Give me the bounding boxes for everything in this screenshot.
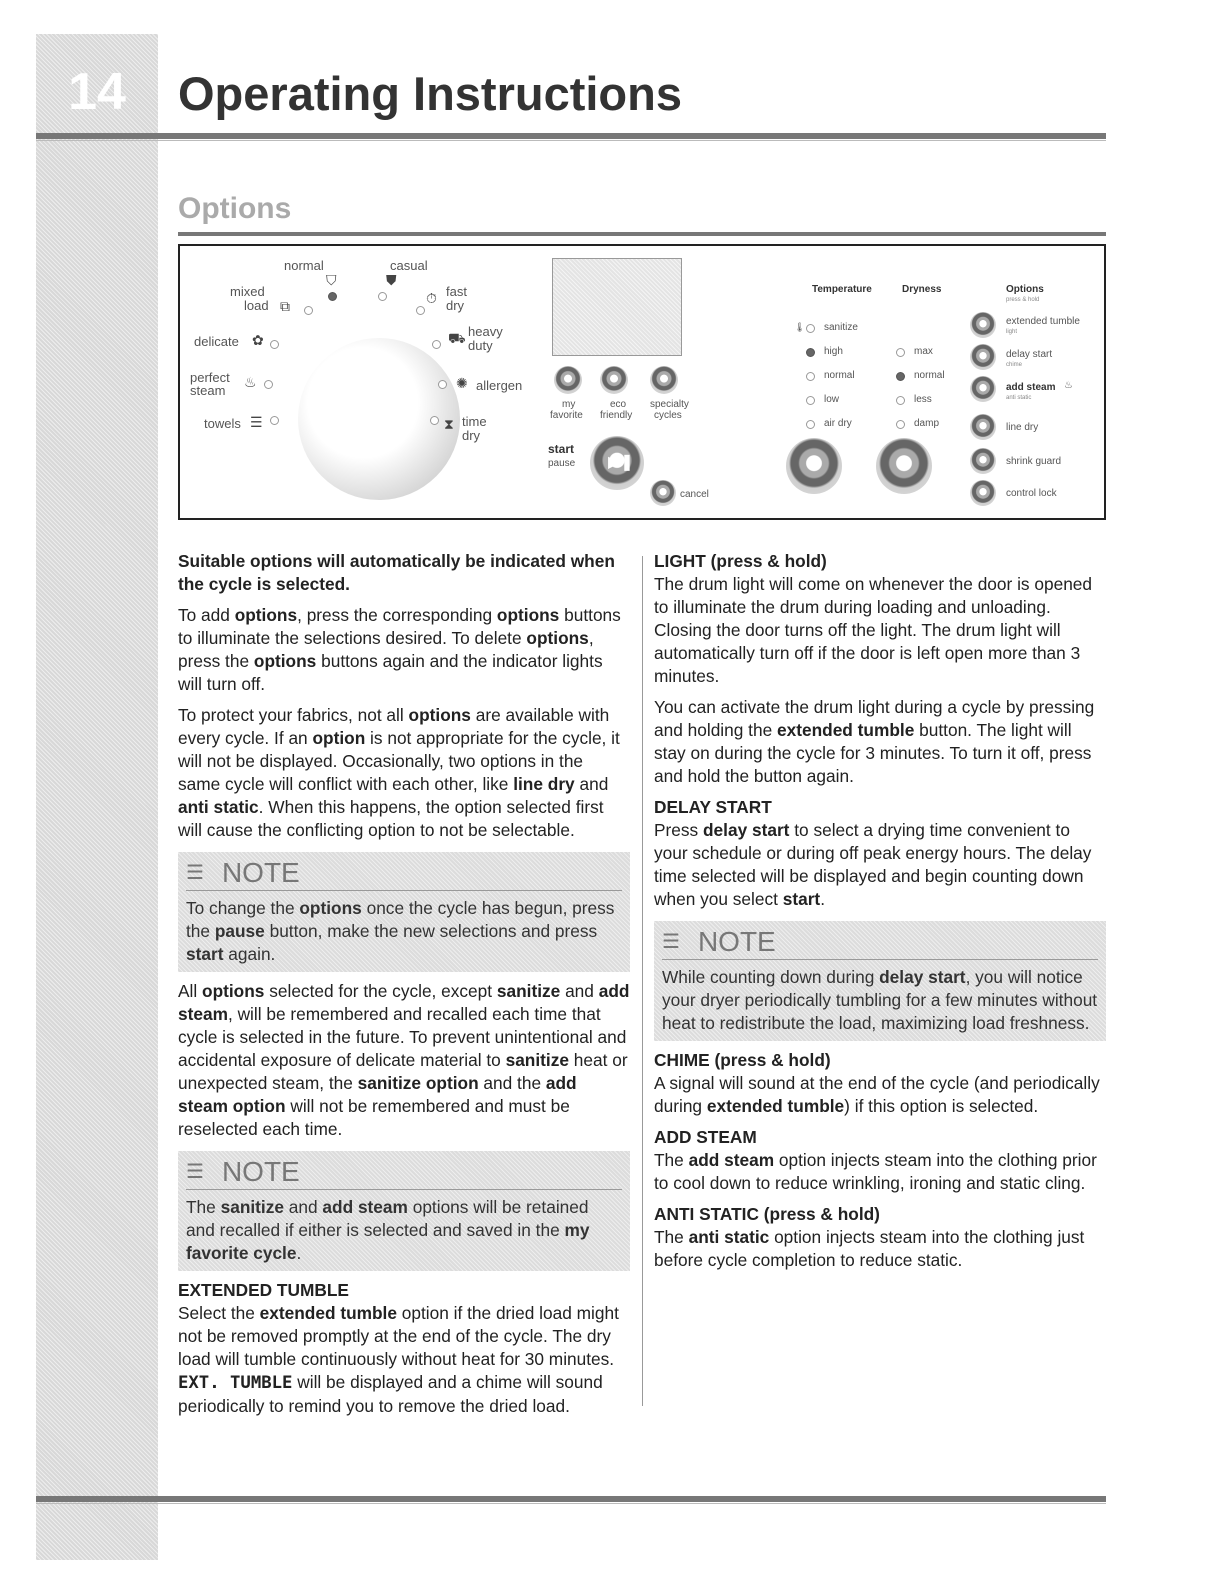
opt-light-sub: light bbox=[1006, 329, 1018, 335]
opt-delay-start: delay start bbox=[1006, 349, 1053, 360]
casual-indicator bbox=[378, 292, 387, 301]
bold-term: delay start bbox=[879, 967, 966, 987]
header-rule-thin bbox=[36, 140, 1106, 141]
section-heading: CHIME (press & hold) bbox=[654, 1050, 831, 1070]
paragraph: Press delay start to select a drying time convenient to your schedule or during off peak energy hours. The delay time selected will be displayed and begin counting down when you select start. bbox=[654, 820, 1092, 909]
cycle-time-dry: dry bbox=[462, 428, 481, 443]
bold-term: sanitize bbox=[220, 1197, 284, 1217]
footer-rule-thin bbox=[36, 1503, 1106, 1504]
opt-shrink-guard: shrink guard bbox=[1006, 456, 1062, 467]
opt-extended-tumble: extended tumble bbox=[1006, 316, 1080, 327]
bold-term: options bbox=[526, 628, 589, 648]
dry-damp: damp bbox=[914, 418, 940, 429]
column-divider bbox=[642, 556, 643, 1406]
dry-max-indicator bbox=[896, 348, 905, 357]
cycle-mixed: mixed bbox=[230, 284, 265, 299]
bold-term: EXT. TUMBLE bbox=[178, 1373, 293, 1393]
paragraph: The drum light will come on whenever the door is opened to illuminate the drum during loading and unloading. Closing the door turns off the light. The drum light will automatically turn off if the door is left open more than 3 minutes. bbox=[654, 574, 1093, 686]
note-icon: ☰ bbox=[186, 1161, 204, 1183]
note-header bbox=[186, 856, 622, 891]
bold-term: add steam bbox=[688, 1150, 775, 1170]
start-label: start bbox=[548, 442, 575, 456]
page-number: 14 bbox=[68, 63, 126, 121]
steam-icon: ♨ bbox=[1064, 380, 1073, 391]
cycle-steam: steam bbox=[190, 383, 226, 398]
paragraph: Select the extended tumble option if the dried load might not be removed promptly at the end of the cycle. The dry load will tumble continuously without heat for 30 minutes. EXT. TUMBLE will be displayed and a chime will sound periodically to remind you to remove the dried load. bbox=[178, 1303, 619, 1416]
dryness-heading: Dryness bbox=[902, 284, 942, 295]
heavy-duty-indicator bbox=[432, 340, 441, 349]
bold-term: options bbox=[299, 898, 362, 918]
bold-term: options bbox=[253, 651, 317, 671]
bold-term: add steam option bbox=[178, 1073, 577, 1116]
cycle-towels: towels bbox=[204, 416, 241, 431]
note-box bbox=[178, 1151, 630, 1271]
note-icon: ☰ bbox=[662, 931, 680, 953]
eco-friendly-button[interactable] bbox=[600, 366, 628, 394]
cycle-allergen: allergen bbox=[476, 378, 523, 393]
bold-term: anti static bbox=[178, 797, 259, 817]
cycle-heavy-duty: duty bbox=[468, 338, 493, 353]
hourglass-icon: ⧗ bbox=[444, 416, 454, 432]
cycle-load: load bbox=[244, 298, 269, 313]
bold-term: extended tumble bbox=[706, 1096, 845, 1116]
section-heading: EXTENDED TUMBLE bbox=[178, 1280, 349, 1300]
note-title: NOTE bbox=[697, 926, 776, 957]
cancel-label: cancel bbox=[680, 489, 709, 500]
page-sidebar-band bbox=[36, 34, 158, 1560]
pause-label: pause bbox=[548, 458, 576, 469]
paragraph: The add steam option injects steam into the clothing prior to cool down to reduce wrinkling, ironing and static cling. bbox=[654, 1150, 1097, 1193]
time-dry-indicator bbox=[430, 416, 439, 425]
bold-term: sanitize bbox=[496, 981, 561, 1001]
paragraph: To protect your fabrics, not all options are available with every cycle. If an option is not appropriate for the cycle, it will not be displayed. Occasionally, two options in the same cycle will conflict with each other, like line dry and anti static. When this happens, the option selected first will cause the conflicting option to not be selectable. bbox=[178, 705, 620, 840]
towels-icon: ☰ bbox=[250, 414, 263, 430]
dry-less-indicator bbox=[896, 396, 905, 405]
temp-low: low bbox=[824, 394, 840, 405]
bold-term: option bbox=[312, 728, 366, 748]
paragraph: You can activate the drum light during a cycle by pressing and holding the extended tumble button. The light will stay on during the cycle for 3 minutes. To turn it off, press and hold the button again. bbox=[654, 697, 1095, 786]
sanitize-icon: 🌡 bbox=[794, 322, 806, 332]
bold-term: delay start bbox=[702, 820, 790, 840]
eco-label: eco bbox=[610, 399, 627, 410]
cycle-casual: casual bbox=[390, 258, 428, 273]
lcd-display bbox=[552, 258, 682, 356]
my-label: my bbox=[562, 399, 576, 410]
add-steam-button[interactable] bbox=[970, 376, 996, 402]
fast-dry-indicator bbox=[416, 306, 425, 315]
bold-term: options bbox=[234, 605, 298, 625]
perfect-steam-icon: ♨ bbox=[244, 374, 257, 390]
section-heading: ANTI STATIC (press & hold) bbox=[654, 1204, 880, 1224]
left-column bbox=[178, 550, 630, 1426]
temp-air-dry-indicator bbox=[806, 420, 815, 429]
cancel-button[interactable] bbox=[650, 480, 676, 506]
dry-less: less bbox=[914, 394, 932, 405]
delicate-indicator bbox=[270, 340, 279, 349]
opt-control-lock: control lock bbox=[1006, 488, 1057, 499]
play-pause-icon: ▶❚ bbox=[608, 454, 634, 471]
cycle-fast: fast bbox=[446, 284, 467, 299]
bold-term: options bbox=[202, 981, 265, 1001]
temperature-heading: Temperature bbox=[812, 284, 872, 295]
allergen-indicator bbox=[438, 380, 447, 389]
perfect-steam-indicator bbox=[264, 380, 273, 389]
towels-indicator bbox=[270, 416, 279, 425]
specialty-label: specialty bbox=[650, 399, 689, 410]
note-text: While counting down during delay start, you will notice your dryer periodically tumbling for a few minutes without heat to redistribute the load, maximizing load freshness. bbox=[662, 967, 1098, 1033]
temperature-button[interactable] bbox=[786, 438, 842, 494]
control-lock-button[interactable] bbox=[970, 480, 996, 506]
temp-high-indicator bbox=[806, 348, 815, 357]
delay-start-button[interactable] bbox=[970, 344, 996, 370]
dry-max: max bbox=[914, 346, 933, 357]
bold-term: add steam bbox=[322, 1197, 408, 1217]
note-text: To change the options once the cycle has begun, press the pause button, make the new selections and press start again. bbox=[186, 898, 615, 964]
bold-term: sanitize bbox=[505, 1050, 569, 1070]
cycle-heavy: heavy bbox=[468, 324, 503, 339]
opt-add-steam: add steam bbox=[1006, 382, 1056, 393]
opt-line-dry: line dry bbox=[1006, 422, 1039, 433]
bold-term: extended tumble bbox=[259, 1303, 397, 1323]
lead-heading: Suitable options will automatically be indicated when the cycle is selected. bbox=[178, 551, 615, 594]
note-icon: ☰ bbox=[186, 862, 204, 884]
note-header bbox=[186, 1155, 622, 1190]
casual-shirt-icon: ⛊ bbox=[386, 272, 397, 288]
bold-term: add steam bbox=[178, 981, 630, 1024]
bold-term: options bbox=[408, 705, 471, 725]
note-text: The sanitize and add steam options will be retained and recalled if either is selected and saved in the my favorite cycle. bbox=[186, 1197, 590, 1263]
mixed-load-indicator bbox=[304, 306, 313, 315]
temp-normal-indicator bbox=[806, 372, 815, 381]
note-header bbox=[662, 925, 1098, 960]
cycle-perfect: perfect bbox=[190, 370, 230, 385]
section-heading: ADD STEAM bbox=[654, 1127, 757, 1147]
temp-sanitize-indicator bbox=[806, 324, 815, 333]
temp-high: high bbox=[824, 346, 843, 357]
specialty-cycles-button[interactable] bbox=[650, 366, 678, 394]
favorite-label: favorite bbox=[550, 410, 583, 421]
right-column bbox=[654, 550, 1106, 1280]
cycle-normal: normal bbox=[284, 258, 324, 273]
extended-tumble-button[interactable] bbox=[970, 312, 996, 338]
dry-damp-indicator bbox=[896, 420, 905, 429]
heavy-duty-icon: ⛟ bbox=[448, 330, 466, 346]
paragraph: To add options, press the corresponding options buttons to illuminate the selections desired. To delete options, press the options buttons again and the indicator lights will turn off. bbox=[178, 605, 621, 694]
delicate-icon: ✿ bbox=[252, 332, 264, 348]
my-favorite-button[interactable] bbox=[554, 366, 582, 394]
options-heading: Options bbox=[1006, 284, 1044, 295]
opt-chime-sub: chime bbox=[1006, 362, 1023, 368]
footer-rule bbox=[36, 1496, 1106, 1502]
line-dry-button[interactable] bbox=[970, 414, 996, 440]
allergen-icon: ✺ bbox=[456, 375, 468, 391]
opt-anti-static-sub: anti static bbox=[1006, 395, 1032, 401]
note-box bbox=[654, 921, 1106, 1041]
temp-low-indicator bbox=[806, 396, 815, 405]
cycles-label: cycles bbox=[654, 410, 682, 421]
bold-term: start bbox=[782, 889, 821, 909]
dry-normal-indicator bbox=[896, 372, 905, 381]
note-title: NOTE bbox=[221, 1156, 300, 1187]
bold-term: sanitize option bbox=[357, 1073, 479, 1093]
bold-term: line dry bbox=[513, 774, 575, 794]
fast-dry-icon: ⏱ bbox=[426, 290, 437, 306]
cycle-delicate: delicate bbox=[194, 334, 239, 349]
note-box bbox=[178, 852, 630, 972]
temp-normal: normal bbox=[824, 370, 855, 381]
normal-shirt-icon: ⛉ bbox=[326, 272, 337, 288]
section-heading: DELAY START bbox=[654, 797, 772, 817]
control-panel-diagram bbox=[178, 244, 1106, 520]
bold-term: pause bbox=[214, 921, 265, 941]
normal-indicator bbox=[328, 292, 337, 301]
bold-term: my favorite cycle bbox=[186, 1220, 590, 1263]
mixed-load-icon: ⧉ bbox=[280, 298, 290, 314]
dry-normal: normal bbox=[914, 370, 945, 381]
header-rule bbox=[36, 133, 1106, 139]
cycle-fast-dry: dry bbox=[446, 298, 465, 313]
page-title: Operating Instructions bbox=[178, 67, 682, 120]
bold-term: options bbox=[496, 605, 560, 625]
paragraph: All options selected for the cycle, except sanitize and add steam, will be remembered and recalled each time that cycle is selected in the future. To prevent unintentional and accidental exposure of delicate material to sanitize heat or unexpected steam, the sanitize option and the add steam option will not be remembered and must be reselected each time. bbox=[178, 981, 630, 1139]
cycle-time: time bbox=[462, 414, 487, 429]
shrink-guard-button[interactable] bbox=[970, 448, 996, 474]
friendly-label: friendly bbox=[600, 410, 633, 421]
section-title: Options bbox=[178, 192, 292, 225]
options-subheading: press & hold bbox=[1006, 297, 1040, 303]
dryness-button[interactable] bbox=[876, 438, 932, 494]
bold-term: extended tumble bbox=[777, 720, 915, 740]
temp-sanitize: sanitize bbox=[824, 322, 858, 333]
temp-air-dry: air dry bbox=[824, 418, 852, 429]
note-title: NOTE bbox=[221, 857, 300, 888]
section-rule bbox=[178, 232, 1106, 236]
paragraph: The anti static option injects steam into the clothing just before cycle completion to reduce static. bbox=[654, 1227, 1085, 1270]
paragraph: A signal will sound at the end of the cycle (and periodically during extended tumble) if this option is selected. bbox=[654, 1073, 1100, 1116]
section-heading: LIGHT (press & hold) bbox=[654, 551, 827, 571]
bold-term: start bbox=[186, 944, 224, 964]
bold-term: anti static bbox=[688, 1227, 770, 1247]
